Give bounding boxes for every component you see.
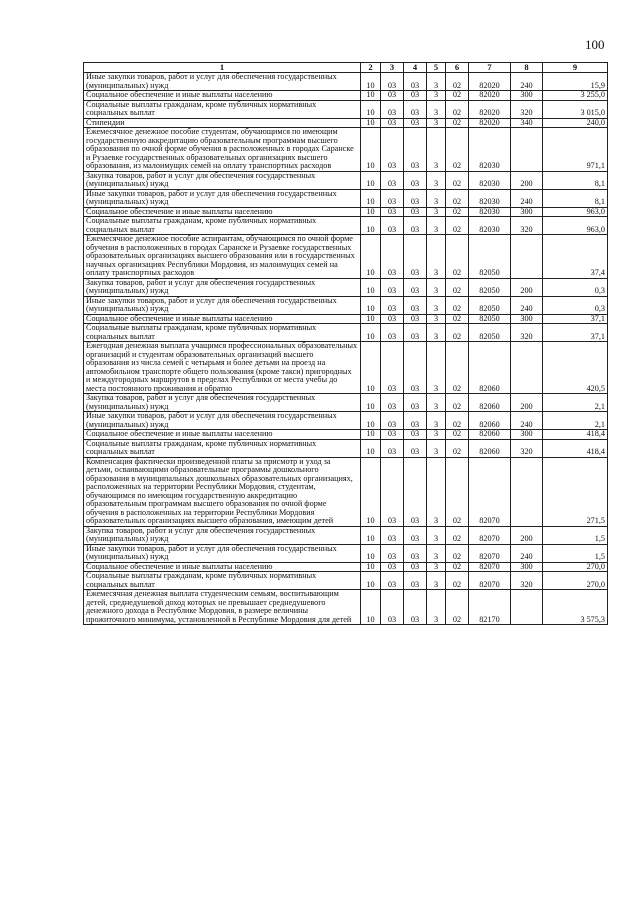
table-row <box>84 457 608 526</box>
program-code-cell: 03 <box>404 562 427 572</box>
section-code-cell: 10 <box>361 439 381 457</box>
subprogram-code-cell: 3 <box>427 91 446 101</box>
target-article-code-cell: 82050 <box>469 296 511 314</box>
main-event-code-cell: 02 <box>446 572 469 590</box>
table-row <box>84 235 608 279</box>
table-header-row <box>84 63 608 73</box>
row-name-cell: Иные закупки товаров, работ и услуг для обеспечения государственных (муниципальных) нужд <box>84 296 361 314</box>
column-header: 6 <box>446 63 469 73</box>
section-code-cell: 10 <box>361 457 381 526</box>
subprogram-code-cell: 3 <box>427 457 446 526</box>
main-event-code-cell: 02 <box>446 412 469 430</box>
target-article-code-cell: 82070 <box>469 562 511 572</box>
table-row <box>84 324 608 342</box>
amount-cell: 418,4 <box>543 430 608 440</box>
program-code-cell: 03 <box>404 128 427 172</box>
subprogram-code-cell: 3 <box>427 590 446 625</box>
program-code-cell: 03 <box>404 100 427 118</box>
subprogram-code-cell: 3 <box>427 439 446 457</box>
amount-cell: 3 575,3 <box>543 590 608 625</box>
row-name-cell: Ежемесячное денежное пособие студентам, обучающимся по имеющим государственную аккредитацию образовательным программам высшего образования по очной форме обучения в расположенных в городах Саранске и Рузаевке государственных образовательных организациях высшего образования, из малоимущих семей на оплату транспортных расходов <box>84 128 361 172</box>
section-code-cell: 10 <box>361 128 381 172</box>
target-article-code-cell: 82030 <box>469 207 511 217</box>
table-body <box>84 73 608 625</box>
subprogram-code-cell: 3 <box>427 412 446 430</box>
expense-type-code-cell: 300 <box>511 207 543 217</box>
table-row <box>84 217 608 235</box>
main-event-code-cell: 02 <box>446 118 469 128</box>
program-code-cell: 03 <box>404 412 427 430</box>
program-code-cell: 03 <box>404 189 427 207</box>
row-name-cell: Закупка товаров, работ и услуг для обеспечения государственных (муниципальных) нужд <box>84 171 361 189</box>
target-article-code-cell: 82070 <box>469 526 511 544</box>
amount-cell: 270,0 <box>543 572 608 590</box>
subsection-code-cell: 03 <box>381 217 404 235</box>
row-name-cell: Социальные выплаты гражданам, кроме публичных нормативных социальных выплат <box>84 439 361 457</box>
subprogram-code-cell: 3 <box>427 562 446 572</box>
budget-table <box>83 62 608 625</box>
program-code-cell: 03 <box>404 118 427 128</box>
amount-cell: 15,9 <box>543 73 608 91</box>
subprogram-code-cell: 3 <box>427 544 446 562</box>
main-event-code-cell: 02 <box>446 439 469 457</box>
table-row <box>84 590 608 625</box>
table-row <box>84 91 608 101</box>
row-name-cell: Социальное обеспечение и иные выплаты населению <box>84 430 361 440</box>
main-event-code-cell: 02 <box>446 314 469 324</box>
amount-cell: 271,5 <box>543 457 608 526</box>
subprogram-code-cell: 3 <box>427 296 446 314</box>
program-code-cell: 03 <box>404 324 427 342</box>
expense-type-code-cell: 320 <box>511 324 543 342</box>
amount-cell: 240,0 <box>543 118 608 128</box>
target-article-code-cell: 82070 <box>469 544 511 562</box>
section-code-cell: 10 <box>361 207 381 217</box>
expense-type-code-cell <box>511 457 543 526</box>
main-event-code-cell: 02 <box>446 526 469 544</box>
target-article-code-cell: 82070 <box>469 572 511 590</box>
table-row <box>84 278 608 296</box>
row-name-cell: Социальное обеспечение и иные выплаты населению <box>84 562 361 572</box>
section-code-cell: 10 <box>361 526 381 544</box>
row-name-cell: Стипендии <box>84 118 361 128</box>
target-article-code-cell: 82170 <box>469 590 511 625</box>
table-row <box>84 189 608 207</box>
target-article-code-cell: 82070 <box>469 457 511 526</box>
subprogram-code-cell: 3 <box>427 73 446 91</box>
expense-type-code-cell: 320 <box>511 572 543 590</box>
amount-cell: 37,1 <box>543 324 608 342</box>
program-code-cell: 03 <box>404 217 427 235</box>
program-code-cell: 03 <box>404 394 427 412</box>
main-event-code-cell: 02 <box>446 590 469 625</box>
amount-cell: 2,1 <box>543 412 608 430</box>
main-event-code-cell: 02 <box>446 207 469 217</box>
subprogram-code-cell: 3 <box>427 324 446 342</box>
main-event-code-cell: 02 <box>446 171 469 189</box>
column-header: 2 <box>361 63 381 73</box>
section-code-cell: 10 <box>361 544 381 562</box>
row-name-cell: Иные закупки товаров, работ и услуг для обеспечения государственных (муниципальных) нужд <box>84 189 361 207</box>
main-event-code-cell: 02 <box>446 324 469 342</box>
program-code-cell: 03 <box>404 457 427 526</box>
section-code-cell: 10 <box>361 118 381 128</box>
subsection-code-cell: 03 <box>381 171 404 189</box>
subprogram-code-cell: 3 <box>427 314 446 324</box>
expense-type-code-cell: 300 <box>511 562 543 572</box>
section-code-cell: 10 <box>361 73 381 91</box>
amount-cell: 1,5 <box>543 544 608 562</box>
expense-type-code-cell: 300 <box>511 91 543 101</box>
expense-type-code-cell: 300 <box>511 430 543 440</box>
expense-type-code-cell <box>511 128 543 172</box>
subprogram-code-cell: 3 <box>427 430 446 440</box>
column-header: 9 <box>543 63 608 73</box>
section-code-cell: 10 <box>361 342 381 394</box>
subsection-code-cell: 03 <box>381 296 404 314</box>
target-article-code-cell: 82060 <box>469 430 511 440</box>
amount-cell: 37,4 <box>543 235 608 279</box>
target-article-code-cell: 82020 <box>469 100 511 118</box>
main-event-code-cell: 02 <box>446 278 469 296</box>
section-code-cell: 10 <box>361 217 381 235</box>
row-name-cell: Иные закупки товаров, работ и услуг для обеспечения государственных (муниципальных) нужд <box>84 544 361 562</box>
amount-cell: 0,3 <box>543 296 608 314</box>
main-event-code-cell: 02 <box>446 217 469 235</box>
subprogram-code-cell: 3 <box>427 342 446 394</box>
program-code-cell: 03 <box>404 439 427 457</box>
subprogram-code-cell: 3 <box>427 207 446 217</box>
program-code-cell: 03 <box>404 296 427 314</box>
table-row <box>84 296 608 314</box>
row-name-cell: Социальное обеспечение и иные выплаты населению <box>84 314 361 324</box>
row-name-cell: Закупка товаров, работ и услуг для обеспечения государственных (муниципальных) нужд <box>84 526 361 544</box>
amount-cell: 37,1 <box>543 314 608 324</box>
subprogram-code-cell: 3 <box>427 235 446 279</box>
amount-cell: 2,1 <box>543 394 608 412</box>
section-code-cell: 10 <box>361 91 381 101</box>
expense-type-code-cell: 200 <box>511 394 543 412</box>
subsection-code-cell: 03 <box>381 314 404 324</box>
target-article-code-cell: 82030 <box>469 189 511 207</box>
expense-type-code-cell: 320 <box>511 439 543 457</box>
main-event-code-cell: 02 <box>446 562 469 572</box>
program-code-cell: 03 <box>404 342 427 394</box>
row-name-cell: Ежемесячное денежное пособие аспирантам, обучающимся по очной форме обучения в расположенных в городах Саранске и Рузаевке государственных образовательных организациях высшего образования или в государственных научных организациях Республики Мордовия, из малоимущих семей на оплату транспортных расходов <box>84 235 361 279</box>
subprogram-code-cell: 3 <box>427 100 446 118</box>
subsection-code-cell: 03 <box>381 278 404 296</box>
target-article-code-cell: 82030 <box>469 128 511 172</box>
amount-cell: 270,0 <box>543 562 608 572</box>
amount-cell: 420,5 <box>543 342 608 394</box>
subsection-code-cell: 03 <box>381 73 404 91</box>
table-row <box>84 128 608 172</box>
target-article-code-cell: 82060 <box>469 342 511 394</box>
main-event-code-cell: 02 <box>446 91 469 101</box>
expense-type-code-cell <box>511 235 543 279</box>
expense-type-code-cell: 300 <box>511 314 543 324</box>
subprogram-code-cell: 3 <box>427 189 446 207</box>
target-article-code-cell: 82020 <box>469 91 511 101</box>
target-article-code-cell: 82050 <box>469 324 511 342</box>
section-code-cell: 10 <box>361 562 381 572</box>
program-code-cell: 03 <box>404 430 427 440</box>
subprogram-code-cell: 3 <box>427 394 446 412</box>
subsection-code-cell: 03 <box>381 526 404 544</box>
main-event-code-cell: 02 <box>446 296 469 314</box>
column-header: 4 <box>404 63 427 73</box>
amount-cell: 418,4 <box>543 439 608 457</box>
amount-cell: 963,0 <box>543 207 608 217</box>
row-name-cell: Социальные выплаты гражданам, кроме публичных нормативных социальных выплат <box>84 572 361 590</box>
target-article-code-cell: 82020 <box>469 73 511 91</box>
subprogram-code-cell: 3 <box>427 526 446 544</box>
subsection-code-cell: 03 <box>381 128 404 172</box>
row-name-cell: Закупка товаров, работ и услуг для обеспечения государственных (муниципальных) нужд <box>84 278 361 296</box>
target-article-code-cell: 82030 <box>469 171 511 189</box>
subsection-code-cell: 03 <box>381 235 404 279</box>
target-article-code-cell: 82060 <box>469 394 511 412</box>
amount-cell: 3 255,0 <box>543 91 608 101</box>
table-row <box>84 526 608 544</box>
table-row <box>84 342 608 394</box>
main-event-code-cell: 02 <box>446 394 469 412</box>
subsection-code-cell: 03 <box>381 457 404 526</box>
subsection-code-cell: 03 <box>381 430 404 440</box>
target-article-code-cell: 82050 <box>469 278 511 296</box>
subprogram-code-cell: 3 <box>427 128 446 172</box>
program-code-cell: 03 <box>404 207 427 217</box>
expense-type-code-cell: 320 <box>511 217 543 235</box>
amount-cell: 1,5 <box>543 526 608 544</box>
program-code-cell: 03 <box>404 526 427 544</box>
row-name-cell: Закупка товаров, работ и услуг для обеспечения государственных (муниципальных) нужд <box>84 394 361 412</box>
row-name-cell: Социальное обеспечение и иные выплаты населению <box>84 207 361 217</box>
subprogram-code-cell: 3 <box>427 217 446 235</box>
main-event-code-cell: 02 <box>446 128 469 172</box>
program-code-cell: 03 <box>404 171 427 189</box>
section-code-cell: 10 <box>361 394 381 412</box>
program-code-cell: 03 <box>404 235 427 279</box>
section-code-cell: 10 <box>361 430 381 440</box>
subprogram-code-cell: 3 <box>427 278 446 296</box>
row-name-cell: Иные закупки товаров, работ и услуг для обеспечения государственных (муниципальных) нужд <box>84 412 361 430</box>
program-code-cell: 03 <box>404 91 427 101</box>
row-name-cell: Ежемесячная денежная выплата студенческим семьям, воспитывающим детей, среднедушевой доход которых не превышает среднедушевого денежного дохода в Республике Мордовия, в размере величины прожиточного минимума, установленной в Республике Мордовия для детей <box>84 590 361 625</box>
row-name-cell: Социальные выплаты гражданам, кроме публичных нормативных социальных выплат <box>84 324 361 342</box>
column-header: 5 <box>427 63 446 73</box>
subsection-code-cell: 03 <box>381 394 404 412</box>
target-article-code-cell: 82060 <box>469 412 511 430</box>
table-row <box>84 544 608 562</box>
table-row <box>84 73 608 91</box>
column-header: 3 <box>381 63 404 73</box>
expense-type-code-cell: 240 <box>511 73 543 91</box>
expense-type-code-cell: 340 <box>511 118 543 128</box>
expense-type-code-cell: 240 <box>511 544 543 562</box>
section-code-cell: 10 <box>361 412 381 430</box>
table-row <box>84 100 608 118</box>
subsection-code-cell: 03 <box>381 572 404 590</box>
target-article-code-cell: 82050 <box>469 235 511 279</box>
main-event-code-cell: 02 <box>446 73 469 91</box>
program-code-cell: 03 <box>404 314 427 324</box>
amount-cell: 0,3 <box>543 278 608 296</box>
subsection-code-cell: 03 <box>381 562 404 572</box>
subsection-code-cell: 03 <box>381 91 404 101</box>
amount-cell: 3 015,0 <box>543 100 608 118</box>
target-article-code-cell: 82060 <box>469 439 511 457</box>
subprogram-code-cell: 3 <box>427 118 446 128</box>
subsection-code-cell: 03 <box>381 544 404 562</box>
expense-type-code-cell <box>511 342 543 394</box>
section-code-cell: 10 <box>361 324 381 342</box>
program-code-cell: 03 <box>404 544 427 562</box>
page-number: 100 <box>585 37 605 52</box>
program-code-cell: 03 <box>404 572 427 590</box>
expense-type-code-cell: 200 <box>511 526 543 544</box>
table-row <box>84 412 608 430</box>
subsection-code-cell: 03 <box>381 100 404 118</box>
expense-type-code-cell: 320 <box>511 100 543 118</box>
row-name-cell: Социальное обеспечение и иные выплаты населению <box>84 91 361 101</box>
section-code-cell: 10 <box>361 100 381 118</box>
target-article-code-cell: 82050 <box>469 314 511 324</box>
expense-type-code-cell: 240 <box>511 412 543 430</box>
program-code-cell: 03 <box>404 73 427 91</box>
subsection-code-cell: 03 <box>381 189 404 207</box>
program-code-cell: 03 <box>404 590 427 625</box>
main-event-code-cell: 02 <box>446 457 469 526</box>
amount-cell: 8,1 <box>543 171 608 189</box>
target-article-code-cell: 82030 <box>469 217 511 235</box>
table-row <box>84 572 608 590</box>
row-name-cell: Иные закупки товаров, работ и услуг для обеспечения государственных (муниципальных) нужд <box>84 73 361 91</box>
table-row <box>84 394 608 412</box>
column-header: 7 <box>469 63 511 73</box>
row-name-cell: Ежегодная денежная выплата учащимся профессиональных образовательных организаций и студентам образовательных организаций высшего образования из числа семей с четырьмя и более детьми на проезд на автомобильном транспорте общего пользования (кроме такси) пригородных и междугородных маршрутов в пределах Республики от места учебы до места постоянного проживания и обратно <box>84 342 361 394</box>
subprogram-code-cell: 3 <box>427 171 446 189</box>
expense-type-code-cell: 200 <box>511 278 543 296</box>
column-header: 1 <box>84 63 361 73</box>
section-code-cell: 10 <box>361 572 381 590</box>
subsection-code-cell: 03 <box>381 439 404 457</box>
expense-type-code-cell: 200 <box>511 171 543 189</box>
target-article-code-cell: 82020 <box>469 118 511 128</box>
row-name-cell: Компенсация фактически произведенной платы за присмотр и уход за детьми, осваивающими образовательные программы дошкольного образования в муниципальных дошкольных образовательных организациях, расположенных на территории Республики Мордовия, студентам, обучающимся по имеющим государственную аккредитацию образовательным программам высшего образования по очной форме обучения в расположенных на территории Республики Мордовия образовательных организациях высшего образования, имеющим детей <box>84 457 361 526</box>
subsection-code-cell: 03 <box>381 412 404 430</box>
subsection-code-cell: 03 <box>381 324 404 342</box>
subsection-code-cell: 03 <box>381 342 404 394</box>
main-event-code-cell: 02 <box>446 342 469 394</box>
expense-type-code-cell: 240 <box>511 296 543 314</box>
program-code-cell: 03 <box>404 278 427 296</box>
table-row <box>84 171 608 189</box>
row-name-cell: Социальные выплаты гражданам, кроме публичных нормативных социальных выплат <box>84 217 361 235</box>
expense-type-code-cell: 240 <box>511 189 543 207</box>
section-code-cell: 10 <box>361 296 381 314</box>
main-event-code-cell: 02 <box>446 100 469 118</box>
main-event-code-cell: 02 <box>446 544 469 562</box>
subsection-code-cell: 03 <box>381 590 404 625</box>
subprogram-code-cell: 3 <box>427 572 446 590</box>
section-code-cell: 10 <box>361 171 381 189</box>
subsection-code-cell: 03 <box>381 118 404 128</box>
section-code-cell: 10 <box>361 590 381 625</box>
section-code-cell: 10 <box>361 235 381 279</box>
amount-cell: 963,0 <box>543 217 608 235</box>
amount-cell: 8,1 <box>543 189 608 207</box>
table-row <box>84 430 608 440</box>
subsection-code-cell: 03 <box>381 207 404 217</box>
section-code-cell: 10 <box>361 189 381 207</box>
expense-type-code-cell <box>511 590 543 625</box>
row-name-cell: Социальные выплаты гражданам, кроме публичных нормативных социальных выплат <box>84 100 361 118</box>
amount-cell: 971,1 <box>543 128 608 172</box>
section-code-cell: 10 <box>361 278 381 296</box>
main-event-code-cell: 02 <box>446 430 469 440</box>
main-event-code-cell: 02 <box>446 235 469 279</box>
section-code-cell: 10 <box>361 314 381 324</box>
main-event-code-cell: 02 <box>446 189 469 207</box>
table-row <box>84 439 608 457</box>
column-header: 8 <box>511 63 543 73</box>
